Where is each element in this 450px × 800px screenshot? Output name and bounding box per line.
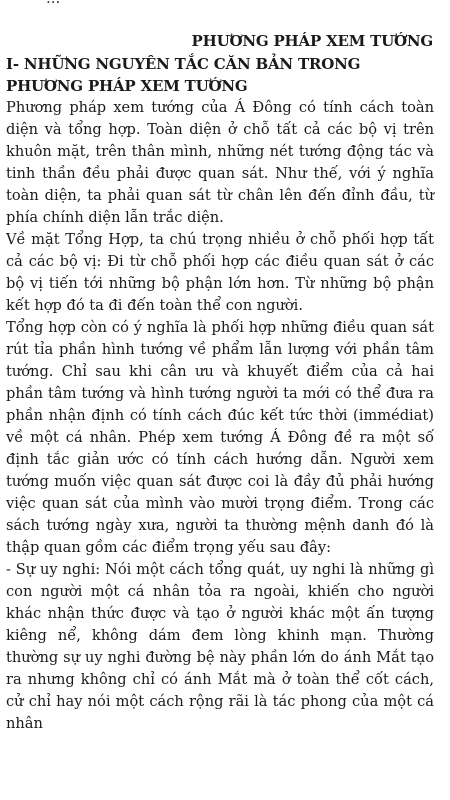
paragraph: - Sự uy nghi: Nói một cách tổng quát, uy nghi là những gì con người một cá nhân tỏa ra ngoài, khiến cho người khác nhận thức được và tạo ở người khác một ấn tượng kiêng nể, không dám đem lòng khinh mạn. Thường thường sự uy nghi đường bệ này phần lớn do ánh Mắt tạo ra nhưng không chỉ có ánh Mắt mà ở toàn thể cốt cách, cử chỉ hay nói một cách rộng rãi là tác phong của một cá nhân	[6, 561, 434, 732]
body-text	[6, 97, 434, 735]
paragraph: Phương pháp xem tướng của Á Đông có tính cách toàn diện và tổng hợp. Toàn diện ở chỗ tất cả các bộ vị trên khuôn mặt, trên thân mình, những nét tướng động tác và tinh thần đều phải được quan sát. Như thế, với ý nghĩa toàn diện, ta phải quan sát từ chân lên đến đỉnh đầu, từ phía chính diện lẫn trắc diện.	[6, 99, 434, 226]
section-title: PHƯƠNG PHÁP XEM TƯỚNG	[191, 32, 433, 50]
paragraph: Tổng hợp còn có ý nghĩa là phối hợp những điều quan sát rút tỉa phần hình tướng về phẩm lẫn lượng với phần tâm tướng. Chỉ sau khi cân ưu và khuyết điểm của cả hai phần tâm tướng và hình tướng người ta mới có thể đưa ra phần nhận định có tính cách đúc kết tức thời (immédiat) về một cá nhân. Phép xem tướng Á Đông đề ra một số định tắc giản ước có tính cách hướng dẫn. Người xem tướng muốn việc quan sát được coi là đầy đủ phải hướng việc quan sát của mình vào mười trọng điểm. Trong các sách tướng ngày xưa, người ta thường mệnh danh đó là thập quan gồm các điểm trọng yếu sau đây:	[6, 319, 434, 556]
chapter-heading: I- NHỮNG NGUYÊN TẮC CĂN BẢN TRONG PHƯƠNG PHÁP XEM TƯỚNG	[6, 55, 361, 95]
paragraph: Về mặt Tổng Hợp, ta chú trọng nhiều ở chỗ phối hợp tất cả các bộ vị: Đi từ chỗ phối hợp các điều quan sát ở các bộ vị tiến tới những bộ phận lớn hơn. Từ những bộ phận kết hợp đó ta đi đến toàn thể con người.	[6, 231, 434, 314]
